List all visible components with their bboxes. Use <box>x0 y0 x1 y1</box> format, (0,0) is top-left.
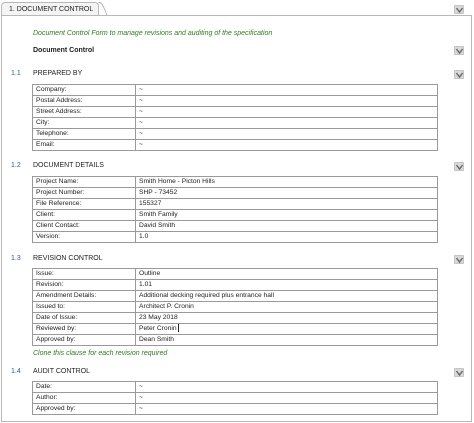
audit-control-table <box>32 381 438 415</box>
collapse-section-button[interactable] <box>454 70 464 79</box>
field-label: Telephone: <box>33 129 136 140</box>
section-title-revision-control: REVISION CONTROL <box>33 255 103 262</box>
table-row <box>33 96 438 107</box>
field-value[interactable]: 23 May 2018 <box>136 313 438 324</box>
field-value[interactable]: 1.01 <box>136 280 438 291</box>
field-value[interactable]: Smith Home - Picton Hills <box>136 177 438 188</box>
collapse-section-button[interactable] <box>454 162 464 171</box>
field-value[interactable]: Additional decking required plus entrance hall <box>136 291 438 302</box>
field-value[interactable]: Dean Smith <box>136 335 438 346</box>
table-row <box>33 404 438 415</box>
field-label: Company: <box>33 85 136 96</box>
table-row <box>33 232 438 243</box>
document-details-table <box>32 176 438 243</box>
field-value[interactable]: 155327 <box>136 199 438 210</box>
tab-bar <box>0 0 474 15</box>
field-value[interactable]: ~ <box>136 118 438 129</box>
field-label: Approved by: <box>33 335 136 346</box>
collapse-section-button[interactable] <box>454 255 464 264</box>
field-label: Issued to: <box>33 302 136 313</box>
chevron-down-icon <box>456 370 463 376</box>
table-row <box>33 129 438 140</box>
collapse-doc-button[interactable] <box>454 46 464 55</box>
collapse-tab-button[interactable] <box>454 5 464 14</box>
field-label: Street Address: <box>33 107 136 118</box>
field-value[interactable]: Smith Family <box>136 210 438 221</box>
table-row <box>33 269 438 280</box>
table-row <box>33 335 438 346</box>
table-row <box>33 210 438 221</box>
table-row <box>33 140 438 151</box>
table-row <box>33 118 438 129</box>
field-label: Project Name: <box>33 177 136 188</box>
field-label: File Reference: <box>33 199 136 210</box>
table-row <box>33 280 438 291</box>
field-value[interactable]: 1.0 <box>136 232 438 243</box>
tab-document-control[interactable]: 1. DOCUMENT CONTROL <box>1 2 99 15</box>
field-label: Project Number: <box>33 188 136 199</box>
section-number: 1.3 <box>11 255 21 262</box>
field-label: Client: <box>33 210 136 221</box>
section-number: 1.4 <box>11 368 21 375</box>
field-value[interactable]: ~ <box>136 96 438 107</box>
field-value-active[interactable] <box>136 324 438 335</box>
chevron-down-icon <box>456 72 463 78</box>
field-value[interactable]: Outline <box>136 269 438 280</box>
intro-note: Document Control Form to manage revisions and auditing of the specification <box>33 30 273 37</box>
table-row <box>33 324 438 335</box>
section-number: 1.1 <box>11 70 21 77</box>
section-title-document-details: DOCUMENT DETAILS <box>33 162 104 169</box>
table-row <box>33 221 438 232</box>
revision-control-table <box>32 268 438 346</box>
field-label: Revision: <box>33 280 136 291</box>
page-title: Document Control <box>33 47 95 54</box>
field-value[interactable]: Architect P. Cronin <box>136 302 438 313</box>
chevron-down-icon <box>456 48 463 54</box>
table-row <box>33 177 438 188</box>
field-label: Issue: <box>33 269 136 280</box>
section-title-audit-control: AUDIT CONTROL <box>33 368 91 375</box>
section-title-prepared-by: PREPARED BY <box>33 70 83 77</box>
table-row <box>33 393 438 404</box>
table-row <box>33 107 438 118</box>
field-label: Postal Address: <box>33 96 136 107</box>
field-label: Version: <box>33 232 136 243</box>
field-value[interactable]: ~ <box>136 393 438 404</box>
chevron-down-icon <box>456 164 463 170</box>
chevron-down-icon <box>456 257 463 263</box>
table-row <box>33 313 438 324</box>
tab-edge <box>98 2 108 15</box>
field-value[interactable]: ~ <box>136 129 438 140</box>
field-label: Amendment Details: <box>33 291 136 302</box>
table-row <box>33 382 438 393</box>
table-row <box>33 291 438 302</box>
field-label: Date: <box>33 382 136 393</box>
clone-clause-note: Clone this clause for each revision required <box>33 350 168 357</box>
field-label: Reviewed by: <box>33 324 136 335</box>
field-label: City: <box>33 118 136 129</box>
collapse-section-button[interactable] <box>454 368 464 377</box>
prepared-by-table <box>32 84 438 151</box>
field-value[interactable]: ~ <box>136 107 438 118</box>
table-row <box>33 188 438 199</box>
table-row <box>33 302 438 313</box>
field-label: Email: <box>33 140 136 151</box>
field-value[interactable]: ~ <box>136 85 438 96</box>
field-label: Author: <box>33 393 136 404</box>
field-label: Approved by: <box>33 404 136 415</box>
reviewed-by-value[interactable]: Peter Cronin <box>139 325 177 332</box>
field-value[interactable]: David Smith <box>136 221 438 232</box>
field-value[interactable]: SHP - 73452 <box>136 188 438 199</box>
field-value[interactable]: ~ <box>136 404 438 415</box>
field-value[interactable]: ~ <box>136 382 438 393</box>
field-label: Client Contact: <box>33 221 136 232</box>
field-label: Date of Issue: <box>33 313 136 324</box>
table-row <box>33 85 438 96</box>
field-value[interactable]: ~ <box>136 140 438 151</box>
text-cursor <box>178 324 179 332</box>
chevron-down-icon <box>456 7 463 13</box>
section-number: 1.2 <box>11 162 21 169</box>
table-row <box>33 199 438 210</box>
